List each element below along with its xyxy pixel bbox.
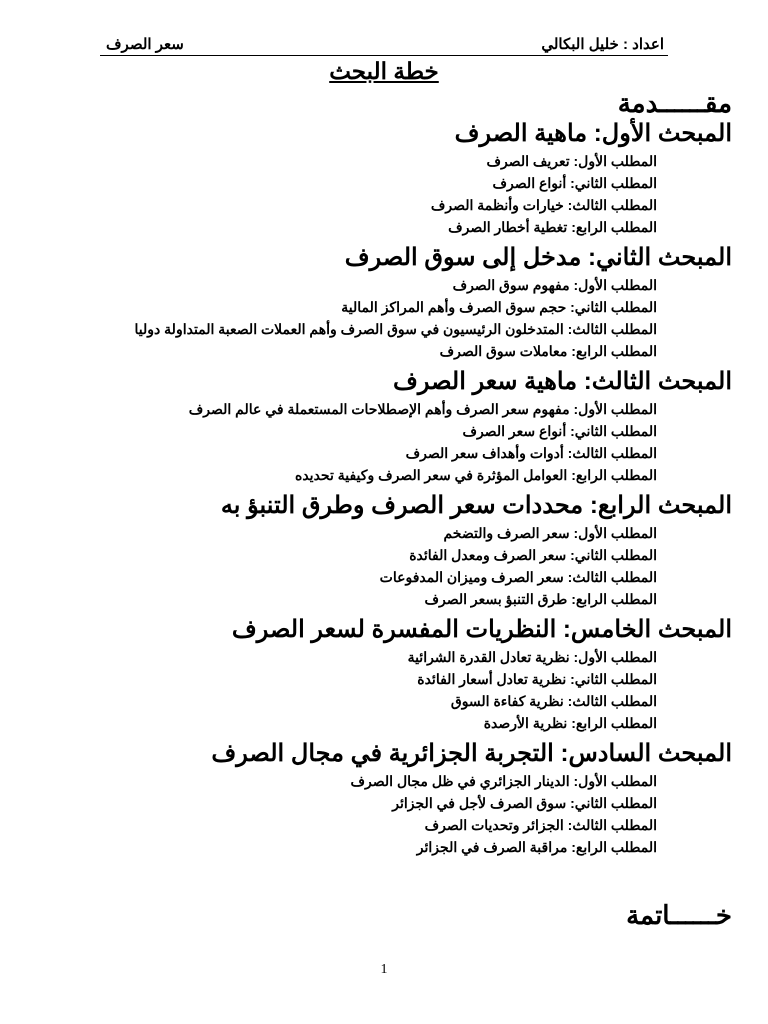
chapter-4 xyxy=(20,492,732,610)
section-item: المطلب الثاني: أنواع سعر الصرف xyxy=(462,423,657,439)
section-item: المطلب الثالث: نظرية كفاءة السوق xyxy=(450,693,657,709)
chapter-2 xyxy=(20,244,732,362)
section-item: المطلب الثالث: المتدخلون الرئيسيون في سوق الصرف وأهم العملات الصعبة المتداولة دوليا xyxy=(134,321,657,337)
section-item: المطلب الأول: سعر الصرف والتضخم xyxy=(443,525,657,541)
section-item: المطلب الثالث: الجزائر وتحديات الصرف xyxy=(424,817,657,833)
introduction-heading: مقــــــدمة xyxy=(617,88,732,118)
header-line xyxy=(100,33,668,56)
page-number: 1 xyxy=(380,962,388,977)
chapter-list xyxy=(20,120,732,858)
section-item: المطلب الأول: الدينار الجزائري في ظل مجال الصرف xyxy=(350,773,657,789)
section-item: المطلب الأول: مفهوم سعر الصرف وأهم الإصطلاحات المستعملة في عالم الصرف xyxy=(188,401,657,417)
chapter-title: المبحث الثالث: ماهية سعر الصرف xyxy=(392,368,732,395)
chapter-title: المبحث السادس: التجربة الجزائرية في مجال الصرف xyxy=(211,740,732,767)
section-item: المطلب الثاني: نظرية تعادل أسعار الفائدة xyxy=(417,671,657,687)
chapter-title: المبحث الخامس: النظريات المفسرة لسعر الصرف xyxy=(231,616,732,643)
conclusion-heading: خــــــاتمة xyxy=(626,900,732,930)
section-item: المطلب الرابع: نظرية الأرصدة xyxy=(483,715,657,731)
section-item: المطلب الأول: تعريف الصرف xyxy=(486,153,657,169)
chapter-6 xyxy=(20,740,732,858)
chapter-title: المبحث الرابع: محددات سعر الصرف وطرق التنبؤ به xyxy=(220,492,732,519)
section-item: المطلب الرابع: معاملات سوق الصرف xyxy=(439,343,657,359)
chapter-3 xyxy=(20,368,732,486)
chapter-title: المبحث الثاني: مدخل إلى سوق الصرف xyxy=(344,244,732,271)
author-label: اعداد : خليل البكالي xyxy=(541,36,664,53)
section-item: المطلب الثالث: أدوات وأهداف سعر الصرف xyxy=(405,445,657,461)
section-item: المطلب الرابع: مراقبة الصرف في الجزائر xyxy=(416,839,657,855)
section-item: المطلب الأول: نظرية تعادل القدرة الشرائية xyxy=(407,649,657,665)
section-item: المطلب الرابع: العوامل المؤثرة في سعر الصرف وكيفية تحديده xyxy=(294,467,657,483)
section-item: المطلب الثاني: سعر الصرف ومعدل الفائدة xyxy=(409,547,657,563)
section-item: المطلب الرابع: تغطية أخطار الصرف xyxy=(448,219,657,235)
chapter-5 xyxy=(20,616,732,734)
section-item: المطلب الثالث: سعر الصرف وميزان المدفوعات xyxy=(379,569,657,585)
title-text: خطة البحث xyxy=(329,58,439,84)
chapter-1 xyxy=(20,120,732,238)
section-item: المطلب الثاني: أنواع الصرف xyxy=(492,175,657,191)
subject-label: سعر الصرف xyxy=(106,36,184,53)
chapter-title: المبحث الأول: ماهية الصرف xyxy=(454,120,732,147)
section-item: المطلب الرابع: طرق التنبؤ بسعر الصرف xyxy=(424,591,657,607)
section-item: المطلب الثاني: حجم سوق الصرف وأهم المراكز المالية xyxy=(341,299,657,315)
section-item: المطلب الثاني: سوق الصرف لأجل في الجزائر xyxy=(392,795,657,811)
document-title xyxy=(0,58,768,85)
section-item: المطلب الأول: مفهوم سوق الصرف xyxy=(452,277,657,293)
section-item: المطلب الثالث: خيارات وأنظمة الصرف xyxy=(430,197,657,213)
